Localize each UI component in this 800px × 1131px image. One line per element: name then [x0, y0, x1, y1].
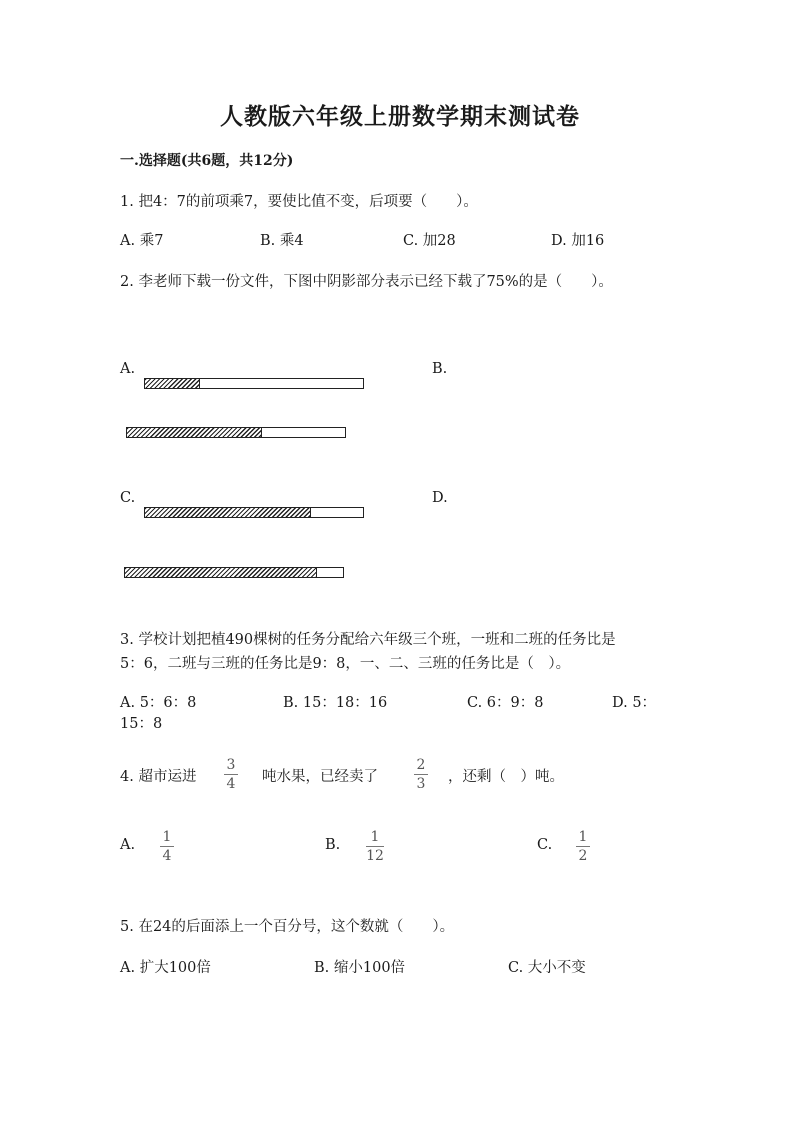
download-bar-b [126, 427, 346, 438]
question-2-label-d[interactable]: D. [432, 490, 448, 506]
question-5-option-c[interactable]: C. 大小不变 [508, 960, 586, 976]
download-bar-d [124, 567, 344, 578]
download-bar-d-shaded [125, 568, 317, 577]
question-3-option-b[interactable]: B. 15：18：16 [283, 695, 388, 711]
question-2-label-c[interactable]: C. [120, 490, 136, 506]
question-3-line-1: 3. 学校计划把植490棵树的任务分配给六年级三个班，一班和二班的任务比是 [120, 632, 616, 648]
fraction-bar [160, 846, 174, 847]
question-4-suffix: ，还剩（ ）吨。 [448, 769, 564, 785]
download-bar-b-shaded [127, 428, 262, 437]
question-3-option-a[interactable]: A. 5：6：8 [120, 695, 197, 711]
question-5-text: 5. 在24的后面添上一个百分号，这个数就（ ）。 [120, 919, 455, 935]
question-4-middle: 吨水果，已经卖了 [262, 769, 378, 785]
question-5-option-b[interactable]: B. 缩小100倍 [314, 960, 406, 976]
question-4-fraction-1 [224, 757, 238, 792]
fraction-denominator: 12 [366, 848, 384, 864]
question-2-label-b[interactable]: B. [432, 361, 448, 377]
question-4-option-c-fraction [576, 829, 590, 864]
fraction-bar [576, 846, 590, 847]
fraction-numerator: 1 [370, 829, 380, 845]
fraction-denominator: 2 [578, 848, 588, 864]
question-2-text: 2. 李老师下载一份文件，下图中阴影部分表示已经下载了75%的是（ ）。 [120, 274, 613, 290]
question-2-label-a[interactable]: A. [120, 361, 136, 377]
question-4-option-b-fraction [366, 829, 384, 864]
question-3-option-c[interactable]: C. 6：9：8 [467, 695, 544, 711]
question-4-option-a-fraction [160, 829, 174, 864]
question-3-option-d[interactable]: D. 5： [612, 695, 657, 711]
fraction-numerator: 3 [226, 757, 236, 773]
fraction-numerator: 1 [162, 829, 172, 845]
fraction-bar [224, 774, 238, 775]
question-4-prefix: 4. 超市运进 [120, 769, 197, 785]
question-5-option-a[interactable]: A. 扩大100倍 [120, 960, 211, 976]
download-bar-a [144, 378, 364, 389]
fraction-denominator: 4 [226, 776, 236, 792]
question-4-option-a[interactable]: A. [120, 837, 136, 853]
fraction-denominator: 4 [162, 848, 172, 864]
question-1-option-d[interactable]: D. 加16 [551, 233, 605, 249]
question-4-fraction-2 [414, 757, 428, 792]
fraction-numerator: 2 [416, 757, 426, 773]
question-1-text: 1. 把4：7的前项乘7，要使比值不变，后项要（ ）。 [120, 194, 478, 210]
section-heading: 一.选择题(共6题，共12分) [120, 153, 294, 169]
fraction-numerator: 1 [578, 829, 588, 845]
fraction-bar [414, 774, 428, 775]
question-4-option-c[interactable]: C. [537, 837, 553, 853]
question-1-option-b[interactable]: B. 乘4 [260, 233, 304, 249]
question-1-option-a[interactable]: A. 乘7 [120, 233, 164, 249]
question-3-option-d-continued: 15：8 [120, 716, 163, 732]
question-4-option-b[interactable]: B. [325, 837, 341, 853]
question-1-option-c[interactable]: C. 加28 [403, 233, 456, 249]
download-bar-c-shaded [145, 508, 311, 517]
fraction-bar [366, 846, 384, 847]
fraction-denominator: 3 [416, 776, 426, 792]
question-3-line-2: 5：6，二班与三班的任务比是9：8，一、二、三班的任务比是（ ）。 [120, 656, 571, 672]
page-title: 人教版六年级上册数学期末测试卷 [220, 103, 580, 130]
download-bar-a-shaded [145, 379, 200, 388]
download-bar-c [144, 507, 364, 518]
